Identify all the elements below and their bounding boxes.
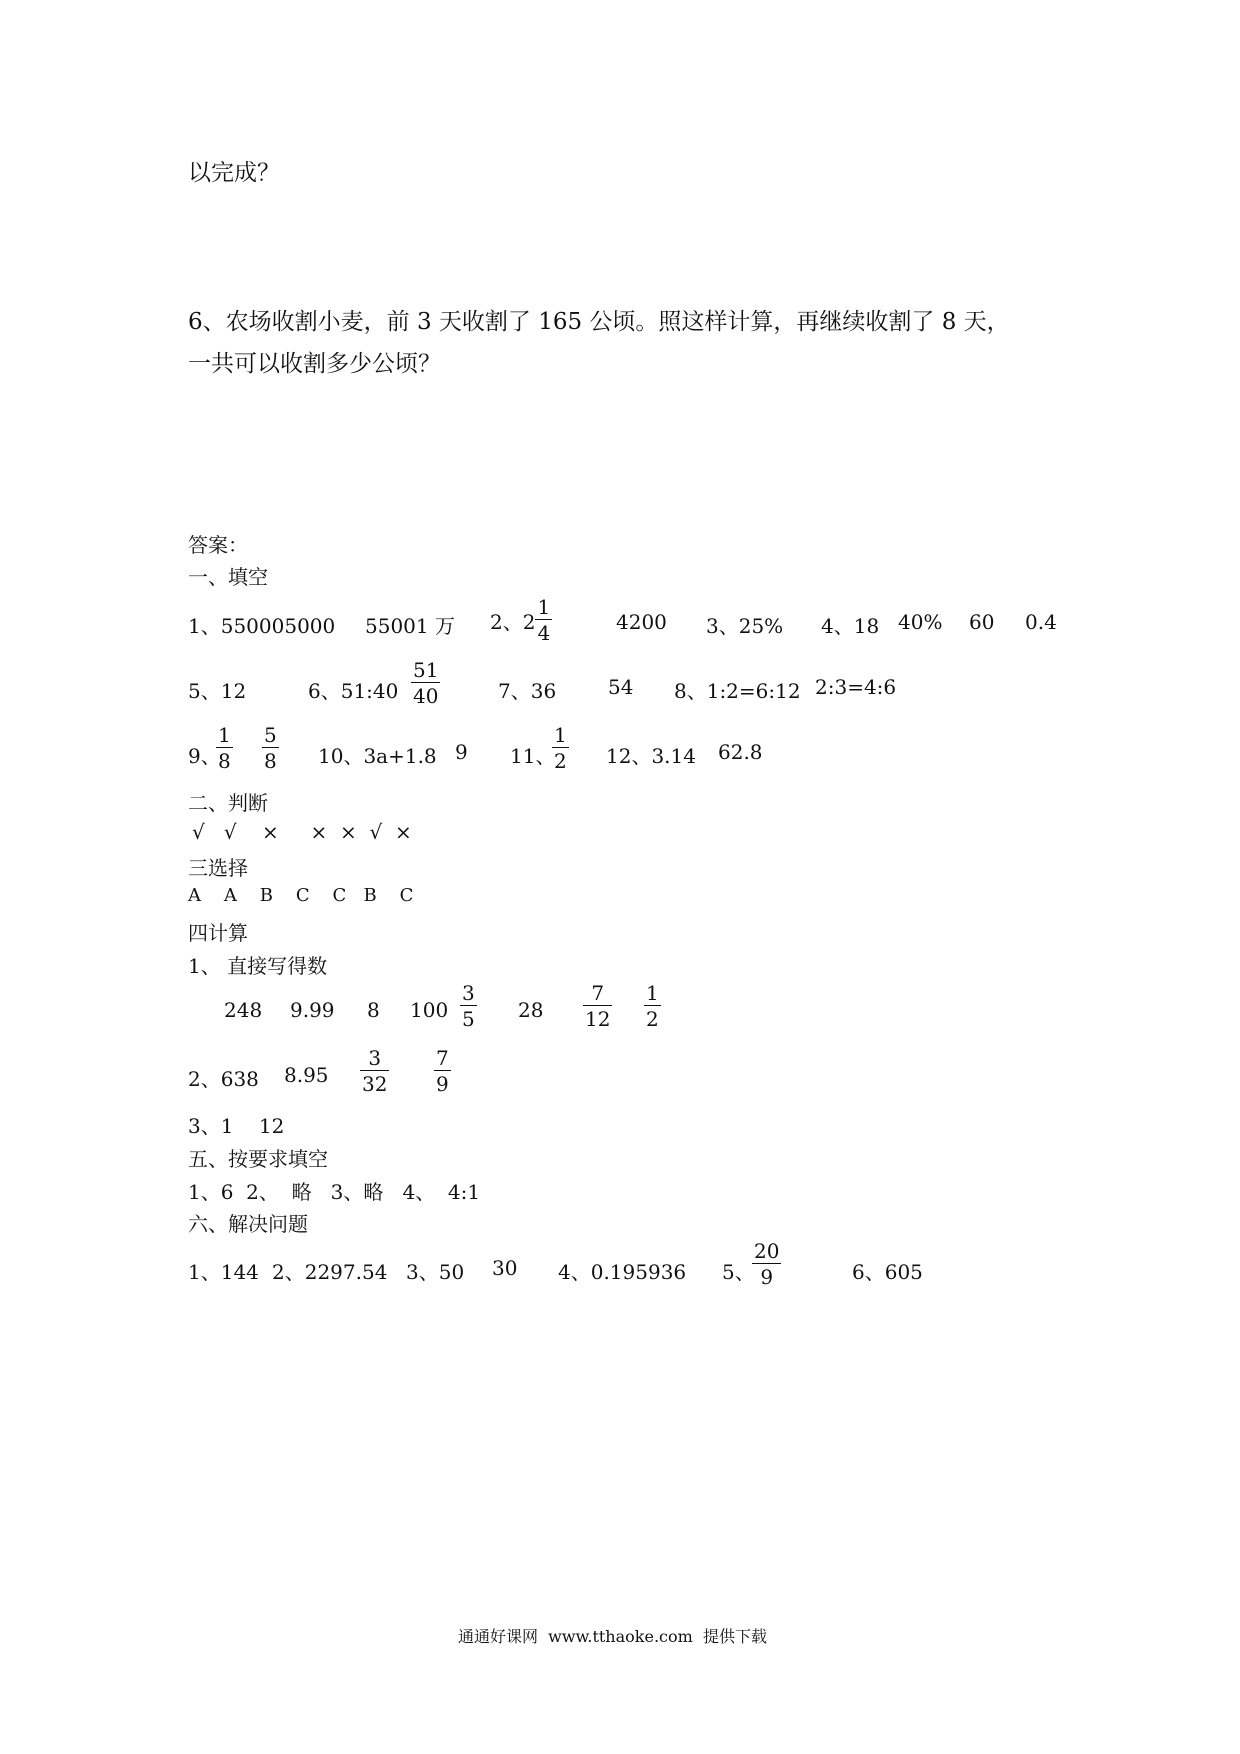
answer-6-2: 2、2297.54: [272, 1260, 388, 1284]
calc-28: 28: [518, 998, 544, 1022]
section-3-title: 三选择: [188, 856, 248, 880]
calc2-8.95: 8.95: [284, 1063, 329, 1087]
answer-1-10-9: 9: [455, 740, 468, 764]
calc2-638: 2、638: [188, 1067, 259, 1091]
answer-6-5-label: 5、: [722, 1260, 755, 1284]
calc2-fraction-7-9: $\frac{7}{9}$: [436, 1046, 449, 1096]
section-6-title: 六、解决问题: [188, 1212, 308, 1236]
answer-1-4-60: 60: [969, 610, 995, 634]
fraction: $\frac{1}{4}$: [537, 595, 551, 645]
answer-1-2-4200: 4200: [616, 610, 667, 634]
answer-6-4: 4、0.195936: [558, 1260, 687, 1284]
calc-fraction-1-2: $\frac{1}{2}$: [646, 981, 659, 1031]
answer-1-12-b: 62.8: [718, 740, 763, 764]
calc-248: 248: [224, 998, 263, 1022]
answer-1-3: 3、25%: [706, 614, 784, 638]
answer-1-6-ratio: 6、51:40: [308, 679, 399, 703]
answer-1-9-label: 9、: [188, 744, 221, 768]
answer-1-5: 5、12: [188, 679, 247, 703]
answer-1-9-fraction-a: $\frac{1}{8}$: [218, 723, 231, 773]
answer-1-4-percent: 40%: [898, 610, 943, 634]
answer-1-7-54: 54: [608, 675, 634, 699]
section-5-line: 1、6 2、 略 3、略 4、 4:1: [188, 1180, 481, 1204]
calc-fraction-3-5: $\frac{3}{5}$: [462, 981, 475, 1031]
problem-6-line-2: 一共可以收割多少公顷？: [188, 351, 441, 377]
answer-1-11-label: 11、: [510, 744, 556, 768]
problem-5-continued: 以完成？: [188, 160, 280, 186]
answer-1-12: 12、3.14: [606, 744, 696, 768]
footer-watermark: 通通好课网 www.tthaoke.com 提供下载: [458, 1627, 767, 1646]
answers-heading: 答案：: [188, 533, 248, 557]
answer-1-2-mixed: [490, 597, 552, 643]
answer-1-10: 10、3a+1.8: [318, 744, 437, 768]
answer-6-6: 6、605: [852, 1260, 923, 1284]
answer-6-3-b: 30: [492, 1256, 518, 1280]
calc2-fraction-3-32: $\frac{3}{32}$: [362, 1046, 388, 1096]
calc-9.99: 9.99: [290, 998, 335, 1022]
answer-6-5-fraction: $\frac{20}{9}$: [754, 1239, 780, 1289]
section-1-title: 一、填空: [188, 565, 268, 589]
answer-6-1: 1、144: [188, 1260, 259, 1284]
calc-100: 100: [410, 998, 449, 1022]
calc3: 3、1 12: [188, 1114, 285, 1138]
answer-1-1-wan: 55001 万: [365, 614, 455, 638]
answer-1-6-fraction: $\frac{51}{40}$: [413, 658, 439, 708]
section-3-choices: A A B C C B C: [188, 885, 414, 906]
answer-1-4-0.4: 0.4: [1025, 610, 1057, 634]
mixed-number-whole: 2、2: [490, 609, 536, 634]
answer-1-8-a: 8、1:2=6:12: [674, 679, 801, 703]
problem-6-line-1: 6、农场收割小麦，前 3 天收割了 165 公顷。照这样计算，再继续收割了 8 天，: [188, 309, 1010, 335]
calc-8: 8: [367, 998, 380, 1022]
section-2-title: 二、判断: [188, 791, 268, 815]
answer-1-11-fraction: $\frac{1}{2}$: [554, 723, 567, 773]
section-2-marks: √ √ × × × √ ×: [192, 820, 412, 844]
answer-1-7: 7、36: [498, 679, 557, 703]
section-4-sub1: 1、 直接写得数: [188, 954, 328, 978]
answer-1-8-b: 2:3=4:6: [815, 675, 897, 699]
answer-6-3: 3、50: [406, 1260, 465, 1284]
section-5-title: 五、按要求填空: [188, 1147, 328, 1171]
answer-1-1-value: 1、550005000: [188, 614, 336, 638]
answer-1-4: 4、18: [821, 614, 880, 638]
section-4-title: 四计算: [188, 921, 248, 945]
calc-fraction-7-12: $\frac{7}{12}$: [585, 981, 611, 1031]
answer-1-9-fraction-b: $\frac{5}{8}$: [264, 723, 277, 773]
